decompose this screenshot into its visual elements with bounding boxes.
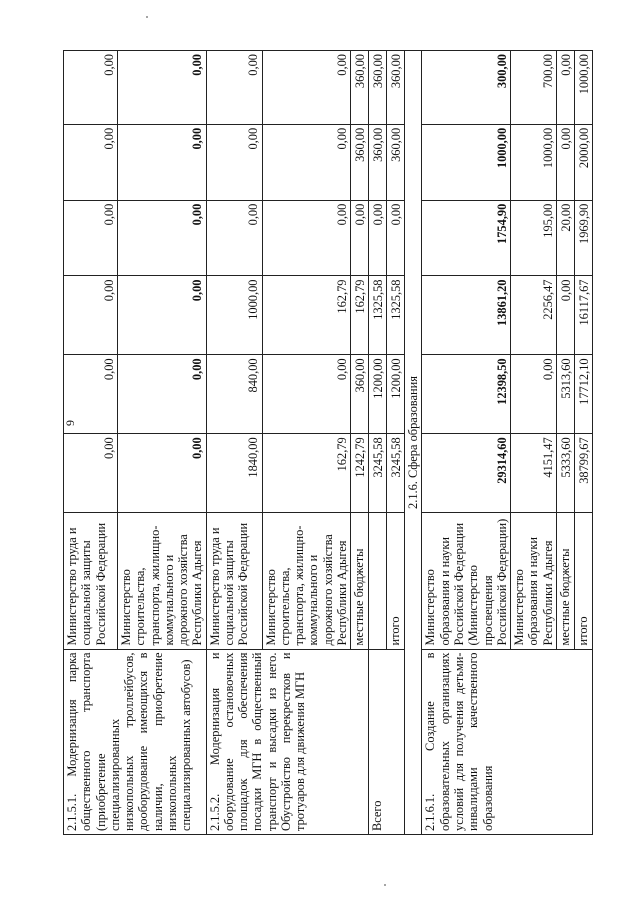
value-cell: 0,00 [118, 276, 207, 355]
value-cell: 1325,58 [369, 276, 387, 355]
value-cell: 0,00 [64, 434, 118, 513]
executor-cell: итого [574, 513, 592, 649]
value-cell: 360,00 [351, 124, 369, 200]
value-cell: 1200,00 [369, 355, 387, 434]
value-cell: 0,00 [262, 355, 351, 434]
value-cell: 0,00 [64, 276, 118, 355]
value-cell: 0,00 [262, 51, 351, 125]
value-cell: 0,00 [387, 200, 405, 276]
value-cell: 2256,47 [511, 276, 557, 355]
value-cell: 840,00 [206, 355, 262, 434]
scan-speck [146, 16, 148, 18]
value-cell: 1969,90 [574, 200, 592, 276]
value-cell: 1200,00 [387, 355, 405, 434]
measure-description: 2.1.6.1. Создание в образовательных организациях условий для получения детьми-инвалидами качественного образования [422, 649, 592, 834]
value-cell: 0,00 [206, 124, 262, 200]
value-cell: 29314,60 [422, 434, 511, 513]
executor-cell: местные бюджеты [556, 513, 574, 649]
value-cell: 0,00 [118, 200, 207, 276]
value-cell: 2000,00 [574, 124, 592, 200]
value-cell: 360,00 [369, 124, 387, 200]
value-cell: 0,00 [64, 51, 118, 125]
value-cell: 0,00 [118, 355, 207, 434]
value-cell: 700,00 [511, 51, 557, 125]
value-cell: 0,00 [511, 355, 557, 434]
value-cell: 360,00 [387, 51, 405, 125]
budget-table-sheet [63, 50, 591, 835]
budget-table [63, 50, 593, 835]
total-label: Всего [369, 649, 405, 834]
value-cell: 0,00 [64, 200, 118, 276]
scan-speck [384, 884, 386, 886]
executor-cell: Министерство образования и науки Российской Федерации (Министерство просвещения Российской Федерации) [422, 513, 511, 649]
value-cell: 1000,00 [574, 51, 592, 125]
value-cell: 360,00 [351, 355, 369, 434]
value-cell: 0,00 [118, 51, 207, 125]
executor-cell: итого [387, 513, 405, 649]
value-cell: 0,00 [118, 434, 207, 513]
table-row [369, 51, 387, 835]
executor-cell [369, 513, 387, 649]
value-cell: 360,00 [387, 124, 405, 200]
value-cell: 0,00 [206, 200, 262, 276]
value-cell: 162,79 [262, 434, 351, 513]
section-heading: 2.1.6. Сфера образования [405, 51, 422, 835]
value-cell: 13861,20 [422, 276, 511, 355]
value-cell: 38799,67 [574, 434, 592, 513]
value-cell: 17712,10 [574, 355, 592, 434]
value-cell: 0,00 [556, 51, 574, 125]
value-cell: 16117,67 [574, 276, 592, 355]
page-number: 9 [63, 420, 77, 426]
value-cell: 162,79 [262, 276, 351, 355]
value-cell: 3245,58 [387, 434, 405, 513]
executor-cell: Министерство строительства, транспорта, жилищно-коммунального и дорожного хозяйства Республики Адыгея [262, 513, 351, 649]
value-cell: 1000,00 [206, 276, 262, 355]
value-cell: 1325,58 [387, 276, 405, 355]
value-cell: 0,00 [351, 200, 369, 276]
executor-cell: Министерство труда и социальной защиты Российской Федерации [206, 513, 262, 649]
table-row [405, 51, 422, 835]
value-cell: 1000,00 [422, 124, 511, 200]
value-cell: 1840,00 [206, 434, 262, 513]
value-cell: 5333,60 [556, 434, 574, 513]
table-row [422, 51, 511, 835]
value-cell: 0,00 [556, 276, 574, 355]
executor-cell: Министерство строительства, транспорта, жилищно-коммунального и дорожного хозяйства Республики Адыгея [118, 513, 207, 649]
value-cell: 5313,60 [556, 355, 574, 434]
value-cell: 1000,00 [511, 124, 557, 200]
value-cell: 0,00 [556, 124, 574, 200]
table-row [206, 51, 262, 835]
value-cell: 0,00 [206, 51, 262, 125]
executor-cell: местные бюджеты [351, 513, 369, 649]
table-row [64, 51, 118, 835]
measure-description: 2.1.5.2. Модернизация и оборудование остановочных площадок для обеспечения посадки МГН в общественный транспорт и высадки из него. Обустройство перекрестков и тротуаров для движения МГН [206, 649, 369, 834]
value-cell: 360,00 [369, 51, 387, 125]
value-cell: 20,00 [556, 200, 574, 276]
value-cell: 3245,58 [369, 434, 387, 513]
value-cell: 195,00 [511, 200, 557, 276]
value-cell: 0,00 [64, 355, 118, 434]
value-cell: 162,79 [351, 276, 369, 355]
value-cell: 0,00 [64, 124, 118, 200]
executor-cell: Министерство труда и социальной защиты Российской Федерации [64, 513, 118, 649]
value-cell: 0,00 [262, 200, 351, 276]
value-cell: 4151,47 [511, 434, 557, 513]
measure-description: 2.1.5.1. Модернизация парка общественного транспорта (приобретение специализированных низкопольных троллейбусов, дооборудование имеющихся в наличии, приобретение низкопольных специализированных автобусов) [64, 649, 207, 834]
value-cell: 1754,90 [422, 200, 511, 276]
value-cell: 300,00 [422, 51, 511, 125]
executor-cell: Министерство образования и науки Республики Адыгея [511, 513, 557, 649]
value-cell: 1242,79 [351, 434, 369, 513]
value-cell: 0,00 [262, 124, 351, 200]
value-cell: 360,00 [351, 51, 369, 125]
value-cell: 12398,50 [422, 355, 511, 434]
value-cell: 0,00 [369, 200, 387, 276]
value-cell: 0,00 [118, 124, 207, 200]
